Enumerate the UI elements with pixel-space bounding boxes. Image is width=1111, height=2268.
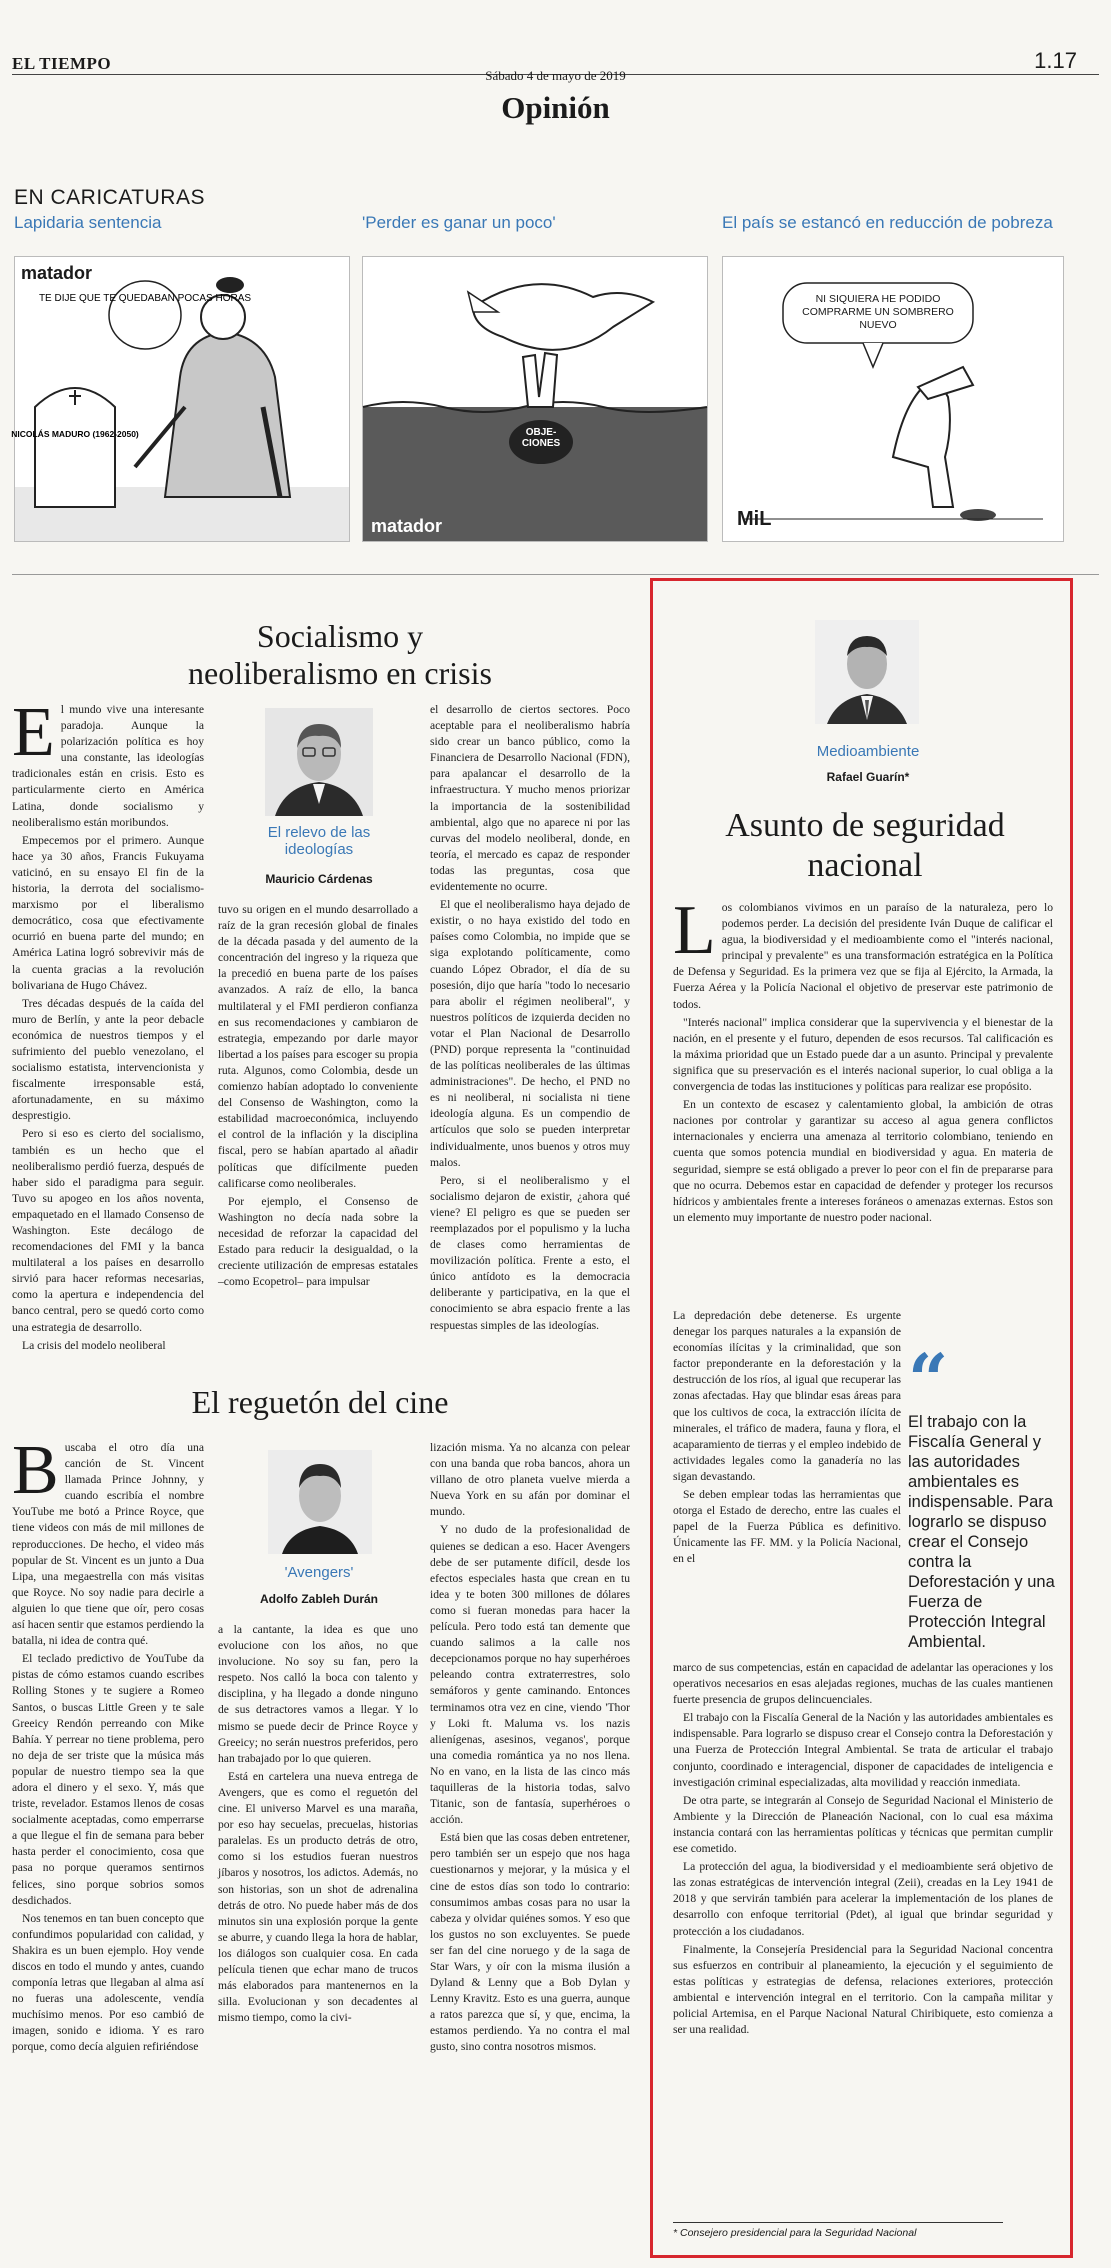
article-2-title: El reguetón del cine xyxy=(191,1384,449,1420)
article-1-author: Mauricio Cárdenas xyxy=(265,872,373,886)
article-2-col-1 xyxy=(12,1432,204,2240)
cartoon-2-signature: matador xyxy=(371,516,443,536)
article-3-col-left xyxy=(673,1308,901,1660)
article-1-paragraph: El que el neoliberalismo haya dejado de existir, o no haya existido del todo en países como Colombia, no impide que se siga explotando políticamente, como cuando López Obrador, el día de su posesión, dijo que haría "todo lo necesario para abolir el régimen neoliberal", y nuestros políticos de izquierda deciden no votar el Plan Nacional de Desarrollo (PND) porque representa la "continuidad de las políticas neoliberales de las últimas administraciones". De hecho, el PND no es ni neoliberal, ni socialista ni tiene ideología alguna. Es un compendio de artículos que solo se pueden interpretar individualmente, unos buenos y otros muy malos. xyxy=(430,898,630,1169)
cartoon-1-bubble-text: TE DIJE QUE TE QUEDABAN POCAS HORAS xyxy=(38,293,252,304)
article-3-lead xyxy=(673,892,1053,1306)
cartoon-1-drawing xyxy=(11,257,349,541)
article-1-paragraph: Por ejemplo, el Consenso de Washington no decía nada sobre la necesidad de reforzar la capacidad del Estado para reducir la desigualdad, o la creciente utilización de empresas estatales –como Ecopetrol– para impulsar xyxy=(218,1194,418,1289)
article-2-paragraph: a la cantante, la idea es que uno evolucione con los años, no que involucione. No soy su fan, pero la respeto. Nos calló la boca con talento y disciplina, y ha llegado a donde ninguno de sus detractores vamos a llegar. Y lo mismo se puede decir de Prince Royce y Greeicy; no serán nuestros preferidos, pero han trabajado por lo que quieren. xyxy=(218,1623,418,1765)
article-3-paragraph: marco de sus competencias, están en capacidad de adelantar las operaciones y los operativos necesarios en esas alejadas regiones, muchas de las cuales mantienen fuerte presencia de grupos delincuenciales. xyxy=(673,1661,1053,1707)
cartoon-2-sign: OBJE-CIONES xyxy=(521,427,561,449)
article-2-paragraph: Está en cartelera una nueva entrega de Avengers, que es como el reguetón del cine. El universo Marvel es una maraña, por eso hay secuelas, precuelas, historias paralelas. Es un producto detrás de otro, como si los estudios fueran nuestros jíbaros y nosotros, los adictos. Además, no son historias, son un shot de adrenalina detrás de otro. No puede haber más de dos minutos sin una explosión porque la gente se aburre, y cuando llega la hora de hablar, los diálogos son cualquier cosa. En cada película tienen que echar mano de trucos más elaborados para mantenernos en la silla. Evolucionan y son decadentes al mismo tiempo, como la civi- xyxy=(218,1769,418,2025)
article-2-paragraph: El teclado predictivo de YouTube da pistas de cómo estamos cuando escribes Rolling Stones y te sugiere a Romeo Santos, o buscas Little Green y te sale Greeicy Rendón perreando con Mike Bahía. Y perrear no tiene problema, pero no deja de ser triste que la música más popular de nuestro tiempo sea la que adora el dinero y el sexo. Y, más que triste, revelador. Estamos llenos de cosas socialmente aceptadas, como emperrarse a que llegue el fin de semana para beber hasta perder el conocimiento, cosa que pasa no porque queramos sentirnos felices, sino porque sobrios somos desdichados. xyxy=(12,1652,204,1907)
date: Sábado 4 de mayo de 2019 xyxy=(485,68,626,83)
article-3-paragraph: Finalmente, la Consejería Presidencial para la Seguridad Nacional concentra sus esfuerzos en contribuir al planeamiento, la ejecución y el seguimiento de estas políticas y estrategias de defensa, relaciones exteriores, protección ambiental e intervención integral en el territorio. Con la campaña militar y policial Artemisa, en el Parque Nacional Natural Chiribiquete, esto comienza a ser una realidad. xyxy=(673,1942,1053,2037)
footnote: * Consejero presidencial para la Seguridad Nacional xyxy=(673,2227,917,2239)
author-1-photo xyxy=(265,708,373,816)
page-number: 1.17 xyxy=(1034,48,1077,73)
article-1-title: Socialismo y neoliberalismo en crisis xyxy=(188,618,492,691)
article-1-column-name: El relevo de las ideologías xyxy=(267,824,371,858)
cartoon-2-caption: 'Perder es ganar un poco' xyxy=(362,213,556,232)
author-1-portrait xyxy=(265,708,373,816)
author-3-photo xyxy=(815,620,919,724)
author-2-photo xyxy=(268,1450,372,1554)
article-1-dropcap: E xyxy=(12,694,55,771)
article-3-column-name: Medioambiente xyxy=(816,743,920,760)
article-2-paragraph: lización misma. Ya no alcanza con pelear con una banda que roba bancos, ahora un villano de otro planeta vuelve mierda a Nueva York en su afán por dominar el mundo. xyxy=(430,1441,630,1519)
article-1-paragraph: tuvo su origen en el mundo desarrollado a raíz de la gran recesión global de finales de la década pasada y del aumento de la concentración del ingreso y la riqueza que la precedió en buena parte de los países avanzados. A raíz de ello, la banca multilateral y el FMI perdieron confianza en sus recomendaciones y cambiaron de estrategia, empezando por darle mayor libertad a los países para escoger su propia ruta. Algunos, como Colombia, desde un comienzo habían adoptado lo conveniente del Consenso de Washington, como la estabilidad macroeconómica, incluyendo el control de la inflación y la disciplina fiscal, pero se habían apartado al añadir políticas que difícilmente pueden calificarse como neoliberales. xyxy=(218,903,418,1190)
cartoon-3-caption: El país se estancó en reducción de pobreza xyxy=(722,213,1053,232)
article-2-paragraph: Nos tenemos en tan buen concepto que confundimos popularidad con calidad, y Shakira es un buen ejemplo. Hoy vende discos en todo el mundo y antes, cuando componía letras que llegaban al alma así no fueras una adolescente, vendía muchísimo menos. Por eso cambió de imagen, sonido e idioma. Y es raro porque, como decía alguien refiriéndose xyxy=(12,1911,204,2054)
cartoons-heading: EN CARICATURAS xyxy=(14,186,205,209)
article-1-paragraph: La crisis del modelo neoliberal xyxy=(22,1338,166,1352)
article-1-paragraph: Pero, si el neoliberalismo y el socialismo dejaron de existir, ¿ahora qué viene? El peligro es que se pueden ser reemplazados por el populismo y la lucha de clases como herramientas de movilización política. Frente a esto, el único antídoto es la democracia deliberante y participativa, en la que el conocimiento se abra espacio frente a las respuestas simples de las ideologías. xyxy=(430,1173,630,1332)
article-2-col-2 xyxy=(218,1622,418,2242)
author-2-portrait xyxy=(268,1450,372,1554)
cartoon-2 xyxy=(362,256,708,542)
article-1-col-3 xyxy=(430,702,630,1332)
article-1-col-1 xyxy=(12,694,204,1352)
article-2-col-3 xyxy=(430,1440,630,2242)
article-3-paragraph: La depredación debe detenerse. Es urgente denegar los parques naturales a la expansión de economías ilícitas y la criminalidad, que son factor preponderante en la deforestación y la destrucción de los ríos, al igual que recuperar las zonas afectadas. Hay que blindar esas áreas para que los cultivos de coca, la extracción ilícita de minerales, el tráfico de madera, fauna y flora, el acaparamiento de tierras y el empleo indebido de actividades legales como la ganadería no las sigan devastando. xyxy=(673,1309,901,1483)
article-1-paragraph: el desarrollo de ciertos sectores. Poco aceptable para el neoliberalismo habría sido crear un banco público, como la Financiera de Desarrollo Nacional (FDN), para apalancar el desarrollo de la infraestructura. Y mucho menos priorizar la importancia de la sostenibilidad ambiental, algo que no aparece ni por las curvas del modelo neoliberal, donde, en teoría, el mercado es capaz de responder todas las preguntas, cosa que evidentemente no ocurre. xyxy=(430,703,630,894)
masthead: EL TIEMPO xyxy=(12,54,112,73)
quote-mark-icon: “ xyxy=(908,1338,949,1421)
article-2-column-name: 'Avengers' xyxy=(284,1564,354,1581)
article-1-paragraph: Pero si eso es cierto del socialismo, también es un hecho que el neoliberalismo perdió fuerza, después de haber sido el paradigma para seguir. Tuvo su apogeo en los años noventa, empaquetado en el llamado Consenso de Washington. Este decálogo de recomendaciones del FMI y la banca multilateral a los países en desarrollo sirvió para hacer reformas necesarias, como la apertura e independencia del banco central, pero se quedó corto como una estrategia de desarrollo. xyxy=(12,1127,204,1334)
cartoon-1-caption: Lapidaria sentencia xyxy=(14,213,162,232)
article-2-dropcap: B xyxy=(12,1432,59,1509)
section-title: Opinión xyxy=(501,90,610,125)
cartoon-3-bubble-text: NI SIQUIERA HE PODIDO COMPRARME UN SOMBRERO NUEVO xyxy=(802,293,954,331)
pull-quote: El trabajo con la Fiscalía General y las autoridades ambientales es indispensable. Para lograrlo se dispuso crear el Consejo contra la Deforestación y una Fuerza de Protección Integral Ambiental. xyxy=(908,1413,1055,1651)
article-2-paragraph: uscaba el otro día una canción de St. Vincent llamada Prince Johnny, y cuando escribía el nombre YouTube me botó a Prince Royce, que tiene videos con más de mil millones de reproducciones. De hecho, el video más popular de St. Vincent es un junto a Dua Lipa, una megaestrella con más visitas que Royce. No soy nadie para decirle a alguien lo que tiene que oír, pero cosas así hacen sentir que estamos perdiendo la batalla, ni idea de contra qué. xyxy=(12,1441,204,1648)
article-1-col-2 xyxy=(218,902,418,1328)
article-3-dropcap: L xyxy=(673,892,716,969)
cartoon-1 xyxy=(11,256,350,542)
author-3-portrait xyxy=(815,620,919,724)
article-3-paragraph: os colombianos vivimos en un paraíso de la naturaleza, pero lo podemos perder. La decisión del presidente Iván Duque de calificar el agua, la biodiversidad y el medioambiente como el "interés nacional, principal y prevalente" es una transformación estratégica en la Política de Defensa y Seguridad. Es la primera vez que se fija al Ejército, la Armada, la Fuerza Aérea y la Policía Nacional el objetivo de preservar este patrimonio de todos. xyxy=(673,901,1053,1011)
article-1-paragraph: Empecemos por el primero. Aunque hace ya 30 años, Francis Fukuyama vaticinó, en su ensayo El fin de la historia, la derrota del socialismo-marxismo por el liberalismo democrático, cosa que efectivamente ocurrió en buena parte del mundo; en América Latina logró sobrevivir más de la cuenta gracias a la revolución bolivariana de Hugo Chávez. xyxy=(12,833,204,992)
divider xyxy=(12,574,1099,575)
article-3-paragraph: "Interés nacional" implica considerar que la supervivencia y el bienestar de la nación, en el presente y el futuro, dependen de esos recursos. Tal calificación es la máxima prioridad que un Estado puede dar a un asunto. Principal y prevalente significa que su preservación es el interés nacional superior, lo cual obliga a la convergencia de todas las instituciones y políticas para realizar ese propósito. xyxy=(673,1015,1053,1094)
cartoon-1-signature: matador xyxy=(21,263,93,283)
article-3-title: Asunto de seguridad nacional xyxy=(725,807,1005,884)
article-2-paragraph: Y no dudo de la profesionalidad de quienes se dedican a eso. Hacer Avengers debe de ser putamente difícil, desde los efectos especiales hasta que crean en tu idea y te boten 300 millones de dólares como si fueran monedas para hacer la película. Pero todo está tan demente que cuando salimos a la calle nos decepcionamos porque no hay superhéroes peleando contra extraterrestres, solo semáforos y gente caminando. Entonces terminamos otra vez en cine, viendo 'Thor y Loki ft. Maluma vs. los nazis alienígenas, asesinos, veganos', porque una comedia romántica ya no nos llena. No en vano, en la lista de las cinco más taquilleras de la historia todas, salvo Titanic, son de fantasía, superhéroes o acción. xyxy=(430,1523,630,1827)
article-2-author: Adolfo Zableh Durán xyxy=(260,1592,378,1606)
article-3-paragraph: La protección del agua, la biodiversidad y el medioambiente será objetivo de las zonas estratégicas de intervención integral (Zeii), creadas en la Ley 1941 de 2018 y que servirán también para acelerar la implementación de los planes de desarrollo con enfoque territorial (Pdet), al igual que brindar seguridad y protección a los ciudadanos. xyxy=(673,1860,1053,1938)
cartoon-3 xyxy=(722,256,1064,542)
article-3-author: Rafael Guarín* xyxy=(826,770,910,784)
cartoon-1-tomb-text: NICOLÁS MADURO (1962-2050) xyxy=(11,429,139,439)
cartoon-2-drawing xyxy=(363,257,707,541)
article-3-paragraph: El trabajo con la Fiscalía General de la Nación y las autoridades ambientales es indispensable. Para lograrlo se dispuso crear el Consejo contra la Deforestación y una Fuerza de Protección Integral Ambiental. Se trata de articular el trabajo conjunto, coordinado e interagencial, disponer de capacidades de inteligencia e investigación criminal especializadas, alta movilidad y reacción inmediata. xyxy=(673,1711,1053,1789)
footnote-rule xyxy=(673,2222,1003,2223)
article-3-paragraph: De otra parte, se integrarán al Consejo de Seguridad Nacional el Ministerio de Ambiente y la Dirección de Planeación Nacional, con lo cual esa máxima instancia contará con las herramientas políticas y técnicas que permitan cumplir ese cometido. xyxy=(673,1793,1053,1856)
article-3-col-bottom xyxy=(673,1660,1053,2220)
article-1-paragraph: l mundo vive una interesante paradoja. Aunque la polarización política es hoy una constante, las ideologías tradicionales están en crisis. Esto es particularmente cierto en América Latina, donde socialismo y neoliberalismo están moribundos. xyxy=(12,703,204,829)
article-3-paragraph: Se deben emplear todas las herramientas que otorga el Estado de derecho, entre las cuales el papel de la Fuerza Pública es definitivo. Únicamente las FF. MM. y la Policía Nacional, en el xyxy=(673,1488,901,1566)
article-1-paragraph: Tres décadas después de la caída del muro de Berlín, y ante la peor debacle económica de nuestros tiempos y el sufrimiento del pueblo venezolano, el socialismo estatista, intervencionista y fiscalmente irresponsable está, afortunadamente, en su máximo desprestigio. xyxy=(12,996,204,1123)
article-2-paragraph: Está bien que las cosas deben entretener, pero también ser un espejo que nos haga cuestionarnos y mejorar, y la música y el cine de estos días son todo lo contrario: consumimos ambas cosas para no usar la cabeza y olvidar quiénes somos. Y eso que los gustos no son excluyentes. Se puede ser fan del cine noruego y de la saga de Star Wars, y oír con la misma ilusión a Dyland & Lenny que a Bob Dylan y Lenny Kravitz. Esto es una guerra, aunque a ratos parezca que sí, y que, encima, la estamos perdiendo. Ya no contra el mal gusto, sino contra nosotros mismos. xyxy=(430,1831,630,2054)
article-3-paragraph: En un contexto de escasez y calentamiento global, la ambición de otras naciones por controlar y garantizar su acceso al agua genera conflictos internacionales y encierra una amenaza al territorio colombiano, teniendo en cuenta que somos potencia mundial en biodiversidad y agua. En materia de seguridad, siempre se está obligado a prever lo peor con el fin de prepararse para que no ocurra. Debemos estar en capacidad de defender y proteger los recursos hídricos y ambientales frente a intereses foráneos o amenazas externas. Estos son un elemento muy importante de nuestro poder nacional. xyxy=(673,1098,1053,1224)
cartoon-3-signature: MiL xyxy=(737,508,772,530)
